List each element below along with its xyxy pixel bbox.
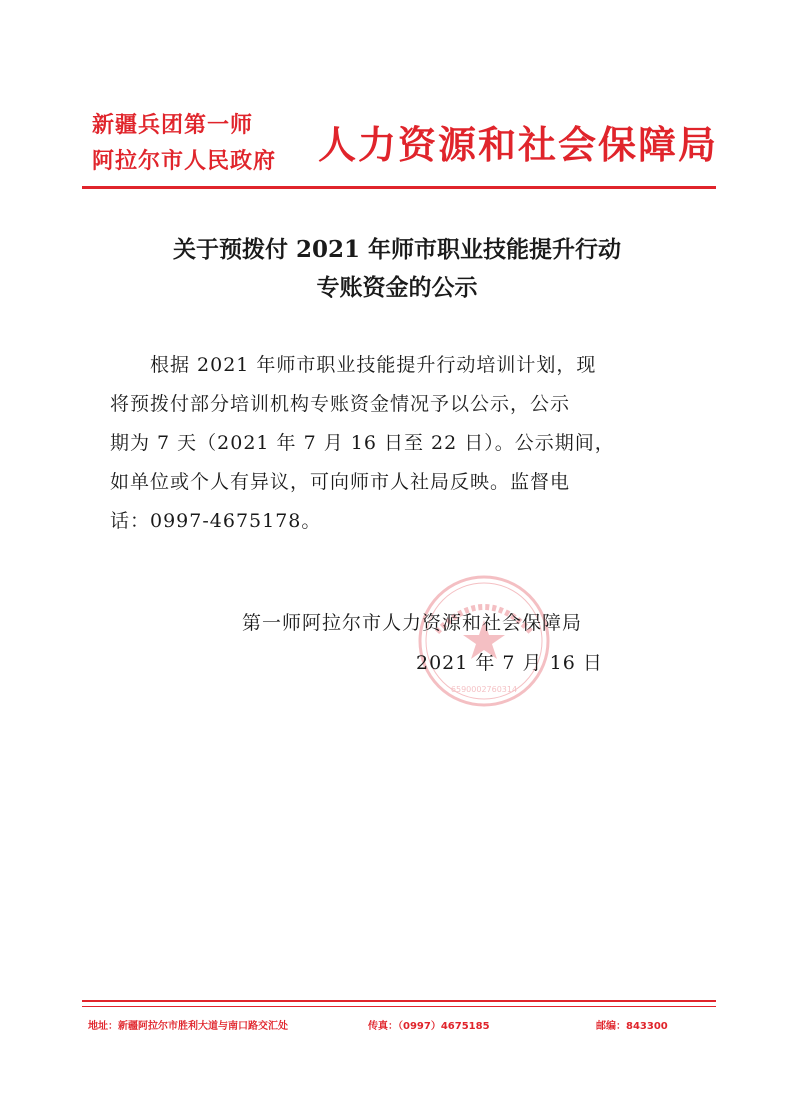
letterhead-org [92, 108, 312, 180]
body-line: 如单位或个人有异议，可向师市人社局反映。监督电 [110, 471, 571, 493]
document-title-line1: 关于预拨付 2021 年师市职业技能提升行动 [172, 236, 622, 263]
letterhead-org-line1: 新疆兵团第一师 [92, 113, 254, 138]
body-line: 话：0997-4675178。 [110, 510, 322, 532]
footer-address: 地址：新疆阿拉尔市胜利大道与南口路交汇处 [88, 1021, 288, 1032]
footer-divider [82, 1000, 716, 1002]
footer-postcode: 邮编：843300 [596, 1021, 668, 1032]
letterhead-bureau: 人力资源和社会保障局 [318, 123, 719, 167]
document-title-line2: 专账资金的公示 [316, 274, 478, 301]
footer-fax: 传真：（0997）4675185 [368, 1021, 490, 1032]
official-seal-icon [415, 572, 553, 710]
body-line: 期为 7 天（2021 年 7 月 16 日至 22 日）。公示期间， [110, 432, 615, 454]
body-line: 根据 2021 年师市职业技能提升行动培训计划，现 [150, 354, 597, 376]
seal-number: 6590002760314 [450, 685, 518, 694]
signature-date: 2021 年 7 月 16 日 [416, 652, 603, 674]
signature-org: 第一师阿拉尔市人力资源和社会保障局 [242, 612, 583, 634]
body-paragraph [110, 346, 690, 541]
letterhead-divider [82, 186, 716, 189]
footer-divider-thin [82, 1006, 716, 1007]
body-line: 将预拨付部分培训机构专账资金情况予以公示，公示 [110, 393, 571, 415]
letterhead-org-line2: 阿拉尔市人民政府 [92, 149, 277, 174]
